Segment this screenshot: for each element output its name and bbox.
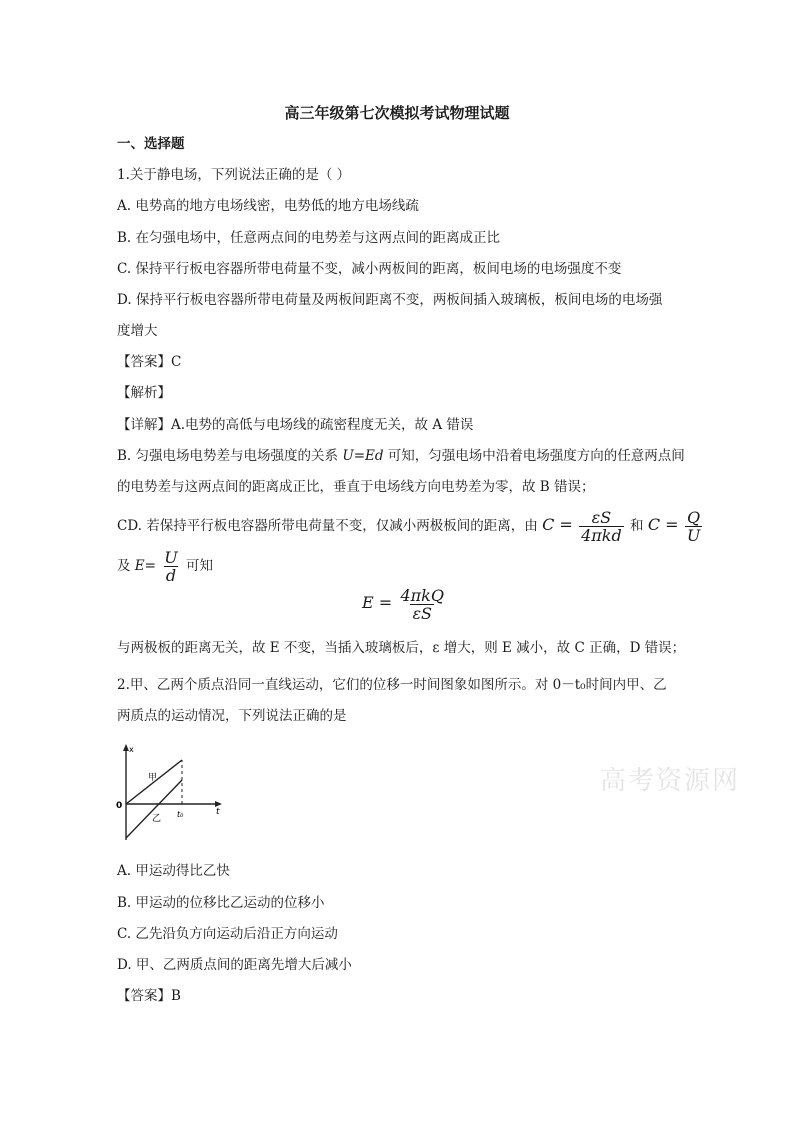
q1-answer: 【答案】C xyxy=(117,354,182,370)
q1-option-d-cont: 度增大 xyxy=(117,323,158,339)
q1-analysis-label: 【解析】 xyxy=(117,385,171,401)
formula-e-4pikq xyxy=(398,587,446,622)
formula-c2-lhs: C = xyxy=(647,515,679,534)
formula-e-centered xyxy=(362,585,448,622)
q1-detail-and: 和 xyxy=(630,518,644,534)
q1-detail-knowable: 可知 xyxy=(186,558,214,574)
frac-num: U xyxy=(164,548,178,567)
yi-label: 乙 xyxy=(152,814,162,824)
jia-label: 甲 xyxy=(148,773,158,783)
q1-detail-and2: 及 xyxy=(117,558,131,574)
q2-option-a: A. 甲运动得比乙快 xyxy=(117,863,230,879)
q1-detail-conclusion: 与两极板的距离无关，故 E 不变，当插入玻璃板后，ε 增大，则 E 减小，故 C 正确，D 错误； xyxy=(117,640,686,656)
formula-c-qu xyxy=(685,509,702,544)
section-heading: 一、选择题 xyxy=(117,136,185,152)
frac-den: εS xyxy=(412,604,432,623)
q1-detail-a: 【详解】A.电势的高低与电场线的疏密程度无关，故 A 错误 xyxy=(117,417,474,433)
frac-den: U xyxy=(686,526,701,545)
displacement-time-graph xyxy=(112,742,227,844)
y-axis-label: x xyxy=(129,745,134,754)
formula-c-capacitance xyxy=(579,509,624,544)
q1-option-b: B. 在匀强电场中，任意两点间的电势差与这两点间的距离成正比 xyxy=(117,230,501,246)
q2-stem: 2.甲、乙两个质点沿同一直线运动，它们的位移一时间图象如图所示。对 0－t₀时间内甲、乙 xyxy=(117,677,667,693)
x-axis-label: t xyxy=(216,807,220,817)
formula-u-ed: U=Ed xyxy=(342,448,384,464)
formula-e-ud xyxy=(162,549,179,584)
frac-num: 4πkQ xyxy=(400,586,444,605)
q2-option-d: D. 甲、乙两质点间的距离先增大后减小 xyxy=(117,957,352,973)
q1-option-c: C. 保持平行板电容器所带电荷量不变，减小两板间的距离，板间电场的电场强度不变 xyxy=(117,261,622,277)
frac-num: εS xyxy=(591,508,612,527)
q1-detail-b-cont: 的电势差与这两点间的距离成正比，垂直于电场线方向电势差为零，故 B 错误； xyxy=(117,479,595,495)
page-title: 高三年级第七次模拟考试物理试题 xyxy=(284,104,510,122)
q2-stem-cont: 两质点的运动情况，下列说法正确的是 xyxy=(117,708,347,724)
t0-label: t₀ xyxy=(177,810,184,819)
series-yi-line xyxy=(126,780,182,838)
q1-option-a: A. 电势高的地方电场线密，电势低的地方电场线疏 xyxy=(117,198,419,214)
q1-detail-b-text1: B. 匀强电场电势差与电场强度的关系 xyxy=(117,448,339,464)
frac-num: Q xyxy=(687,508,701,527)
frac-den: 4πkd xyxy=(581,526,622,545)
formula-e-centered-lhs: E = xyxy=(362,593,393,612)
q1-stem: 1.关于静电场，下列说法正确的是（ ） xyxy=(117,167,351,183)
q2-option-c: C. 乙先沿负方向运动后沿正方向运动 xyxy=(117,926,338,942)
q1-detail-b-text2: 可知，匀强电场中沿着电场强度方向的任意两点间 xyxy=(387,448,685,464)
q1-detail-cd-text: CD. 若保持平行板电容器所带电荷量不变，仅减小两极板间的距离，由 xyxy=(117,518,538,534)
q2-option-b: B. 甲运动的位移比乙运动的位移小 xyxy=(117,895,325,911)
q2-answer: 【答案】B xyxy=(117,988,181,1004)
watermark: 高考资源网 xyxy=(600,766,741,796)
q1-detail-b xyxy=(117,446,685,466)
formula-e-lhs: E= xyxy=(134,558,156,574)
q1-option-d: D. 保持平行板电容器所带电荷量及两板间距离不变，两板间插入玻璃板，板间电场的电场强 xyxy=(117,292,663,308)
frac-den: d xyxy=(165,566,177,585)
q1-detail-cd-cont xyxy=(117,549,213,584)
formula-c-lhs: C = xyxy=(542,515,573,534)
q1-detail-cd xyxy=(117,508,704,544)
origin-label: 0 xyxy=(116,801,123,811)
